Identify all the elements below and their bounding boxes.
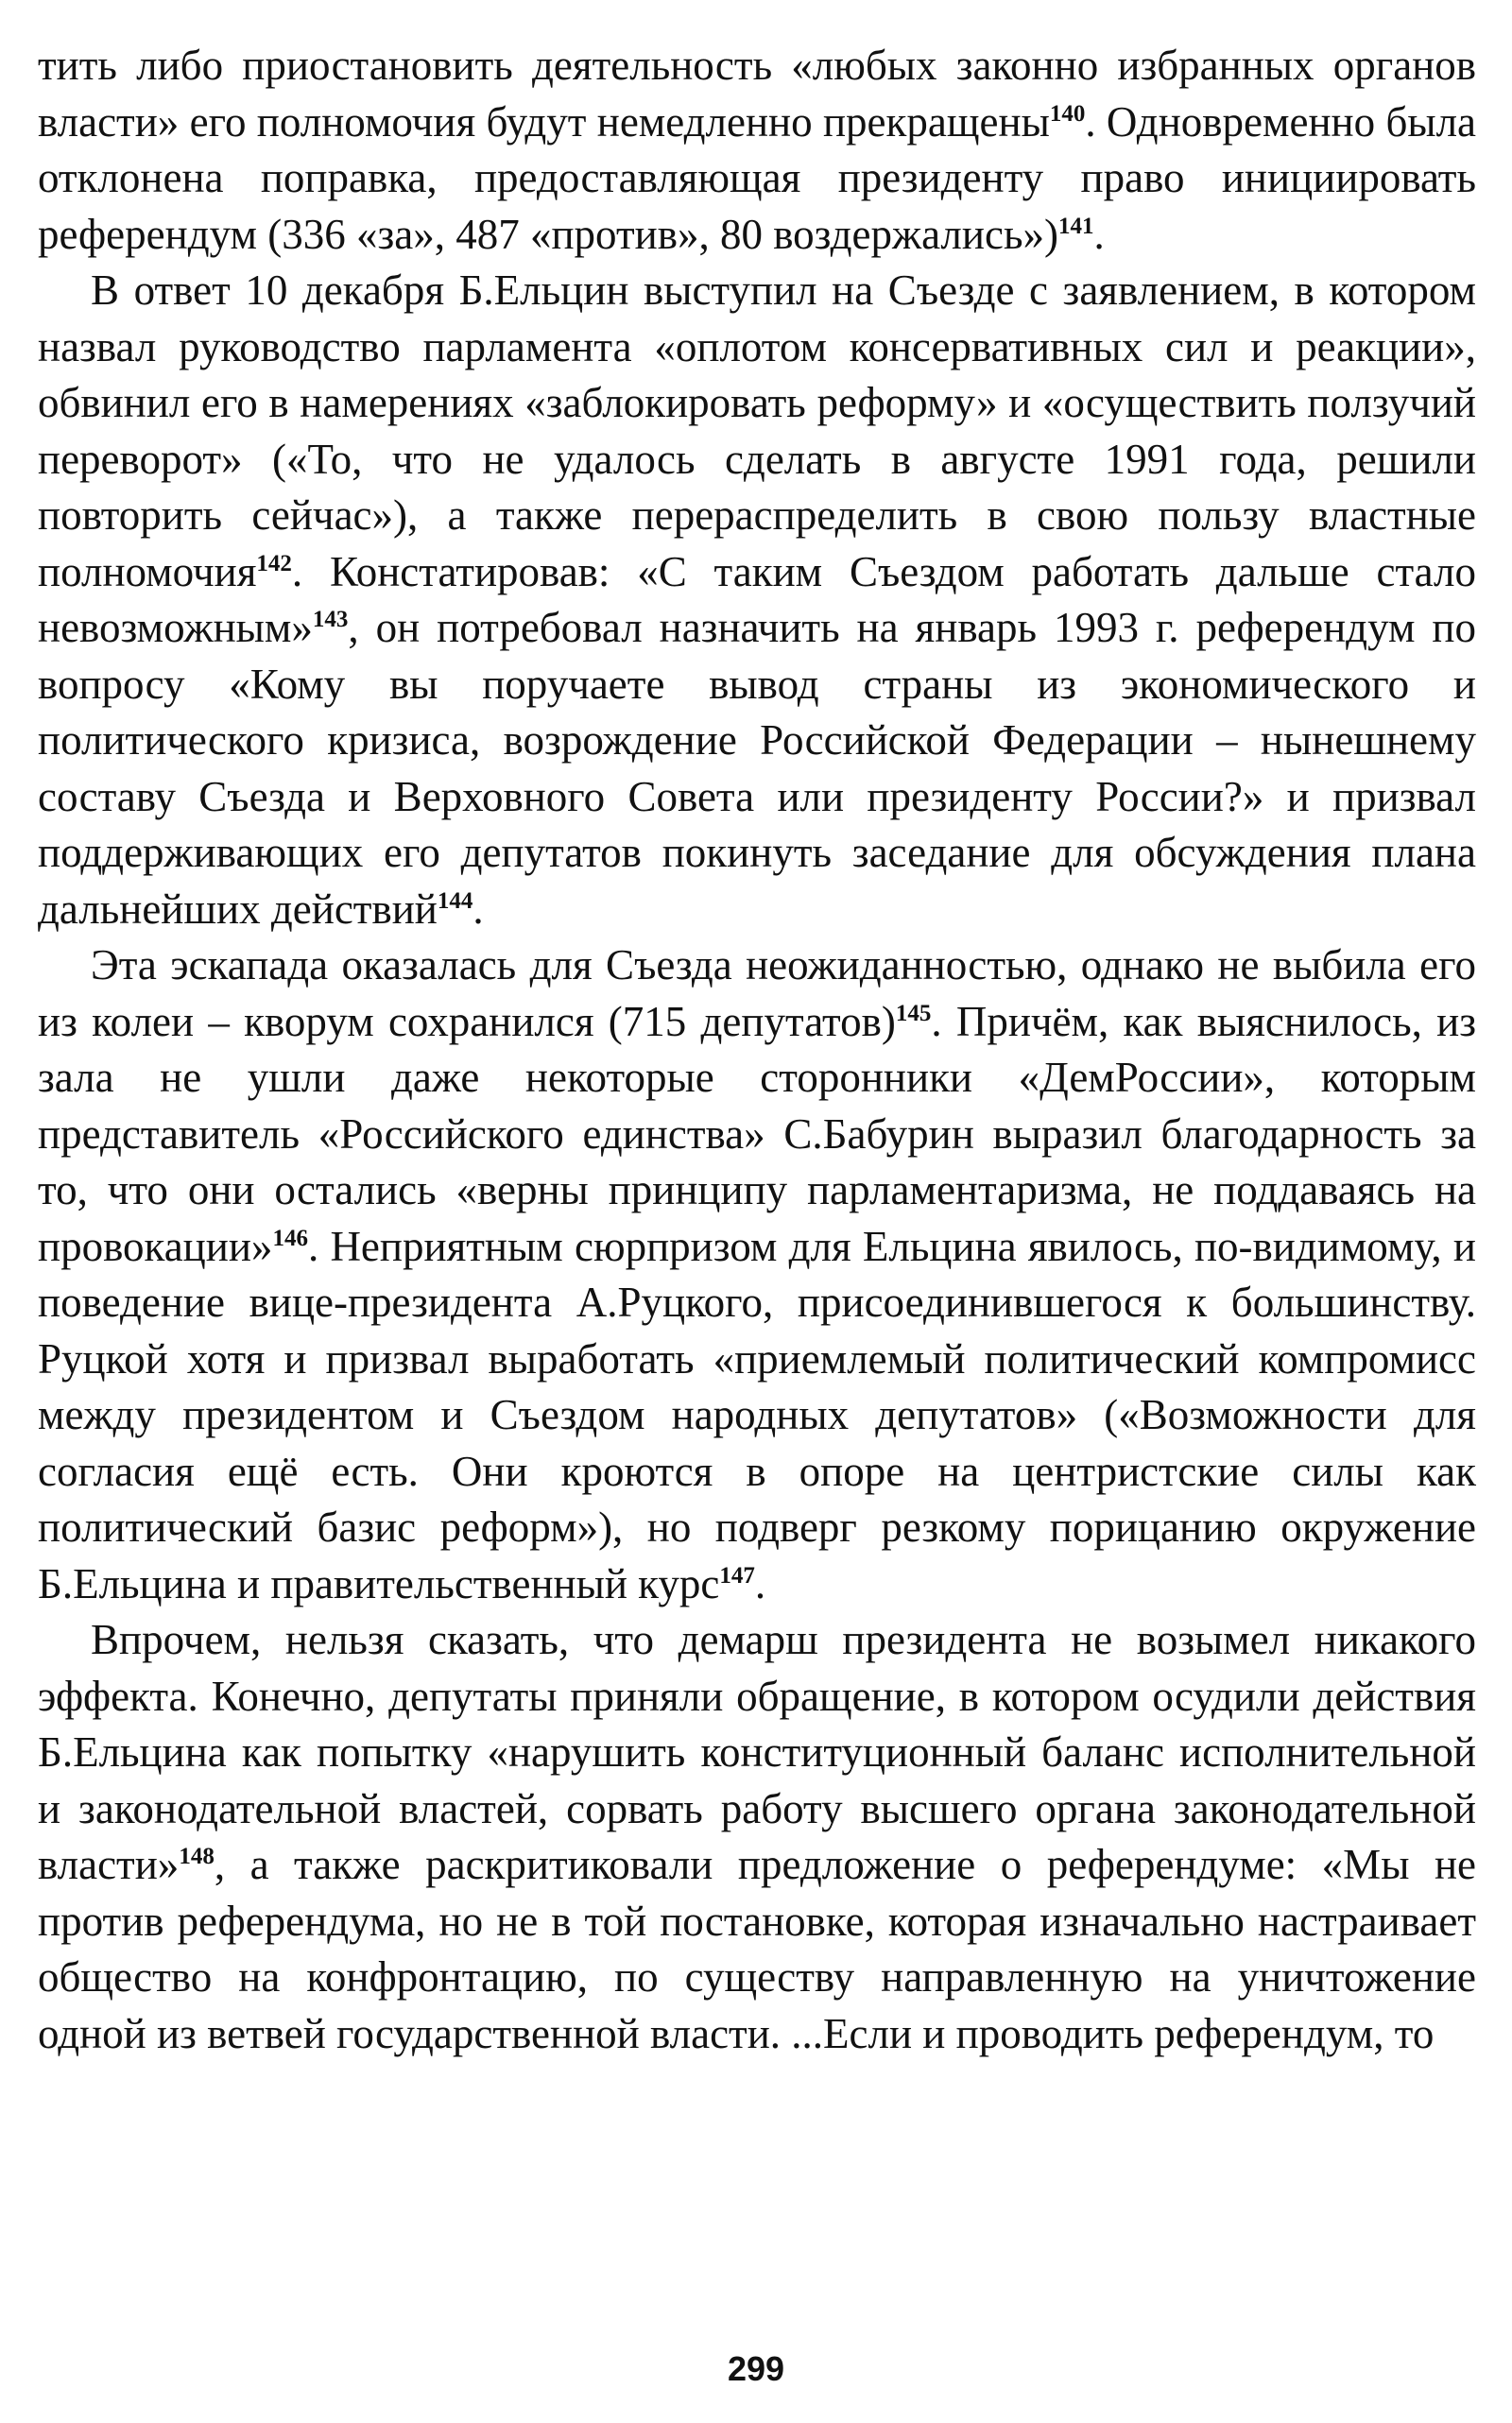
text-run: . [754,1559,766,1607]
paragraph [38,263,1476,937]
text-run: , а также раскритиковали предложение о референдуме: «Мы не против референдума, но не в той постановке, которая изначально настраивает общество на конфронтацию, по существу направленную на уничтожение одной из ветвей государственной власти. ...Если и проводить референдум, то [38,1841,1476,2057]
footnote-marker: 140 [1049,100,1086,127]
text-run: Впрочем, нельзя сказать, что демарш президента не возымел никакого эффекта. Конечно, депутаты приняли обращение, в котором осудили действия Б.Ельцина как попытку «нарушить конституционный баланс исполнительной и законодательной властей, сорвать работу высшего органа законодательной власти» [38,1616,1476,1888]
footnote-marker: 146 [272,1225,308,1251]
footnote-marker: 144 [437,887,473,914]
text-run: . Причём, как выяснилось, из зала не ушли даже некоторые сторонники «ДемРоссии», которым представитель «Российского единства» С.Бабурин выразил благодарность за то, что они остались «верны принципу парламентаризма, не поддаваясь на провокации» [38,997,1476,1270]
footnote-marker: 148 [179,1844,215,1869]
text-run: тить либо приостановить деятельность «любых законно избранных органов власти» его полномочия будут немедленно прекращены [38,42,1476,146]
paragraph [38,1612,1476,2062]
text-run: . Констатировав: «С таким Съездом работать дальше стало невозможным» [38,547,1476,651]
paragraph [38,937,1476,1612]
text-run: . Неприятным сюрпризом для Ельцина явилось, по-видимому, и поведение вице-президента А.Руцкого, присоединившегося к большинству. Руцкой хотя и призвал выработать «приемлемый политический компромисс между президентом и Съездом народных депутатов» («Возможности для согласия ещё есть. Они кроются в опоре на центристские силы как политический базис реформ»), но подверг резкому порицанию окружение Б.Ельцина и правительственный курс [38,1222,1476,1607]
text-run: , он потребовал назначить на январь 1993 г. референдум по вопросу «Кому вы поручаете вывод страны из экономического и политического кризиса, возрождение Российской Федерации – нынешнему составу Съезда и Верховного Совета или президенту России?» и призвал поддерживающих его депутатов покинуть заседание для обсуждения плана дальнейших действий [38,604,1476,933]
text-run: Эта эскапада оказалась для Съезда неожиданностью, однако не выбила его из колеи – кворум сохранился (715 депутатов) [38,941,1476,1045]
footnote-marker: 147 [719,1562,755,1589]
body-text [38,38,1476,2062]
text-run: . Одновременно была отклонена поправка, предоставляющая президенту право инициировать референдум (336 «за», 487 «против», 80 воздержались») [38,97,1476,258]
footnote-marker: 143 [312,607,349,632]
page-number: 299 [727,2349,785,2388]
text-run: В ответ 10 декабря Б.Ельцин выступил на Съезде с заявлением, в котором назвал руководство парламента «оплотом консервативных сил и реакции», обвинил его в намерениях «заблокировать реформу» и «осуществить ползучий переворот» («То, что не удалось сделать в августе 1991 года, решили повторить сейчас»), а также перераспределить в свою пользу властные полномочия [38,266,1476,595]
footnote-marker: 141 [1057,213,1094,239]
paragraph [38,38,1476,263]
text-run: . [472,885,484,933]
footnote-marker: 145 [895,1000,932,1026]
footnote-marker: 142 [256,550,292,576]
text-run: . [1093,210,1105,258]
